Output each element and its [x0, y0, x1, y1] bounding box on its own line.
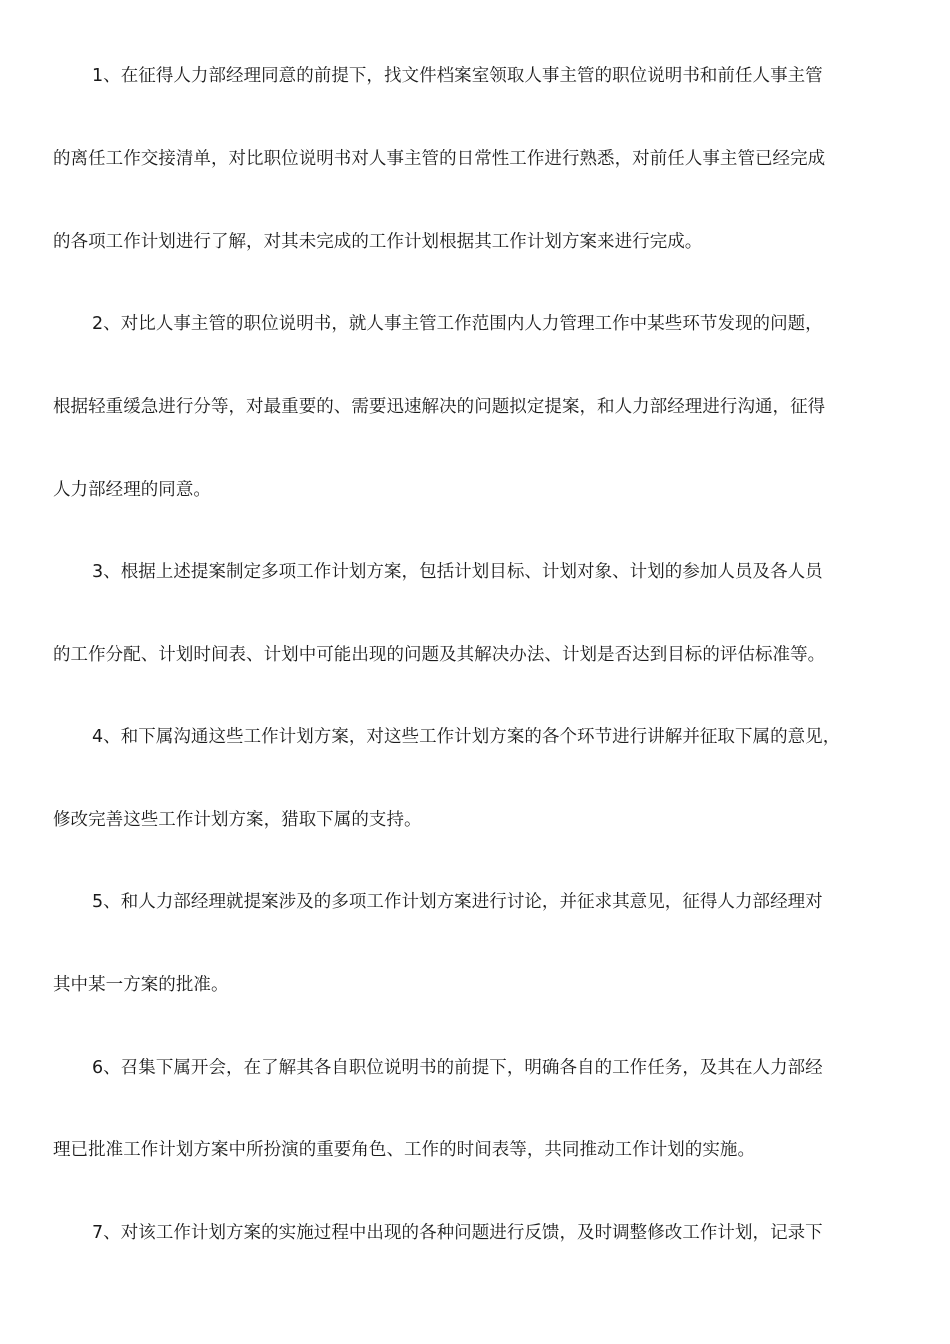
paragraph-1-line-3: 的各项工作计划进行了解，对其未完成的工作计划根据其工作计划方案来进行完成。 [53, 232, 703, 252]
paragraph-6-line-1: 6、召集下属开会，在了解其各自职位说明书的前提下，明确各自的工作任务，及其在人力部经 [92, 1058, 823, 1078]
paragraph-2-line-3: 人力部经理的同意。 [53, 480, 211, 500]
paragraph-1-line-2: 的离任工作交接清单，对比职位说明书对人事主管的日常性工作进行熟悉，对前任人事主管已经完成 [53, 149, 826, 169]
paragraph-6-line-2: 理已批准工作计划方案中所扮演的重要角色、工作的时间表等，共同推动工作计划的实施。 [53, 1140, 755, 1160]
paragraph-3-line-1: 3、根据上述提案制定多项工作计划方案，包括计划目标、计划对象、计划的参加人员及各人员 [92, 562, 823, 582]
paragraph-1-line-1: 1、在征得人力部经理同意的前提下，找文件档案室领取人事主管的职位说明书和前任人事主管 [92, 66, 823, 86]
paragraph-4-line-2: 修改完善这些工作计划方案，猎取下属的支持。 [53, 810, 422, 830]
paragraph-5-line-2: 其中某一方案的批准。 [53, 975, 229, 995]
paragraph-2-line-2: 根据轻重缓急进行分等，对最重要的、需要迅速解决的问题拟定提案，和人力部经理进行沟通，征得 [53, 397, 826, 417]
paragraph-3-line-2: 的工作分配、计划时间表、计划中可能出现的问题及其解决办法、计划是否达到目标的评估标准等。 [53, 645, 826, 665]
paragraph-4-line-1: 4、和下属沟通这些工作计划方案，对这些工作计划方案的各个环节进行讲解并征取下属的意见， [92, 727, 841, 747]
paragraph-2-line-1: 2、对比人事主管的职位说明书，就人事主管工作范围内人力管理工作中某些环节发现的问题， [92, 314, 823, 334]
paragraph-7-line-1: 7、对该工作计划方案的实施过程中出现的各种问题进行反馈，及时调整修改工作计划，记录下 [92, 1223, 823, 1243]
paragraph-5-line-1: 5、和人力部经理就提案涉及的多项工作计划方案进行讨论，并征求其意见，征得人力部经理对 [92, 892, 823, 912]
